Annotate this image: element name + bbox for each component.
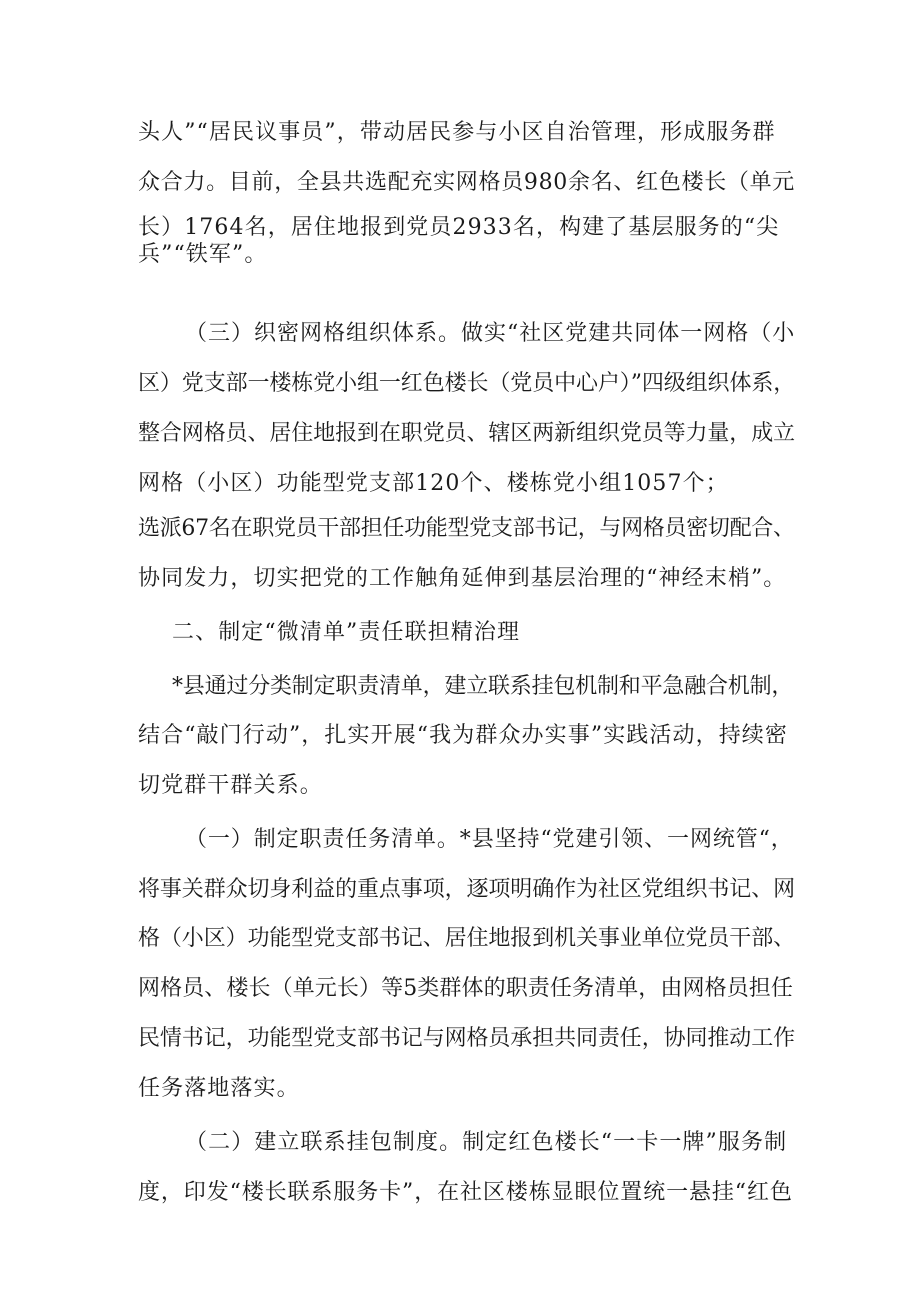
text-line-4: 兵”“铁军”。 (138, 242, 268, 267)
text-line-3: 长）1764名，居住地报到党员2933名，构建了基层服务的“尖 (138, 215, 780, 240)
text-line-14: 切党群干群关系。 (138, 773, 323, 798)
text-line-5: （三）织密网格组织体系。做实“社区党建共同体一网格（小 (185, 321, 796, 346)
text-line-8: 网格（小区）功能型党支部120个、楼栋党小组1057个； (138, 471, 729, 496)
text-line-12: *县通过分类制定职责清单，建立联系挂包机制和平急融合机制， (172, 674, 794, 699)
text-line-7: 整合网格员、居住地报到在职党员、辖区两新组织党员等力量，成立 (138, 421, 796, 446)
text-line-9: 选派67名在职党员干部担任功能型党支部书记，与网格员密切配合、 (138, 516, 795, 541)
text-line-22: 度，印发“楼长联系服务卡”，在社区楼栋显眼位置统一悬挂“红色 (138, 1180, 793, 1205)
text-line-21: （二）建立联系挂包制度。制定红色楼长“一卡一牌”服务制 (185, 1130, 788, 1155)
text-line-19: 民情书记，功能型党支部书记与网格员承担共同责任，协同推动工作 (138, 1026, 796, 1051)
text-line-20: 任务落地落实。 (138, 1076, 300, 1101)
text-line-10: 协同发力，切实把党的工作触角延伸到基层治理的“神经末梢”。 (138, 566, 787, 591)
text-line-13: 结合“敲门行动”，扎实开展“我为群众办实事”实践活动，持续密 (138, 723, 788, 748)
text-line-18: 网格员、楼长（单元长）等5类群体的职责任务清单，由网格员担任 (138, 976, 793, 1001)
text-line-2: 众合力。目前，全县共选配充实网格员980余名、红色楼长（单元 (138, 170, 795, 195)
text-line-1: 头人”“居民议事员”，带动居民参与小区自治管理，形成服务群 (138, 120, 776, 145)
text-line-15: （一）制定职责任务清单。*县坚持“党建引领、一网统管“， (185, 827, 794, 852)
text-line-16: 将事关群众切身利益的重点事项，逐项明确作为社区党组织书记、网 (138, 877, 796, 902)
text-line-6: 区）党支部一楼栋党小组一红色楼长（党员中心户）”四级组织体系， (138, 371, 796, 396)
section-heading: 二、制定“微清单”责任联担精治理 (172, 620, 521, 645)
text-line-17: 格（小区）功能型党支部书记、居住地报到机关事业单位党员干部、 (138, 926, 796, 951)
